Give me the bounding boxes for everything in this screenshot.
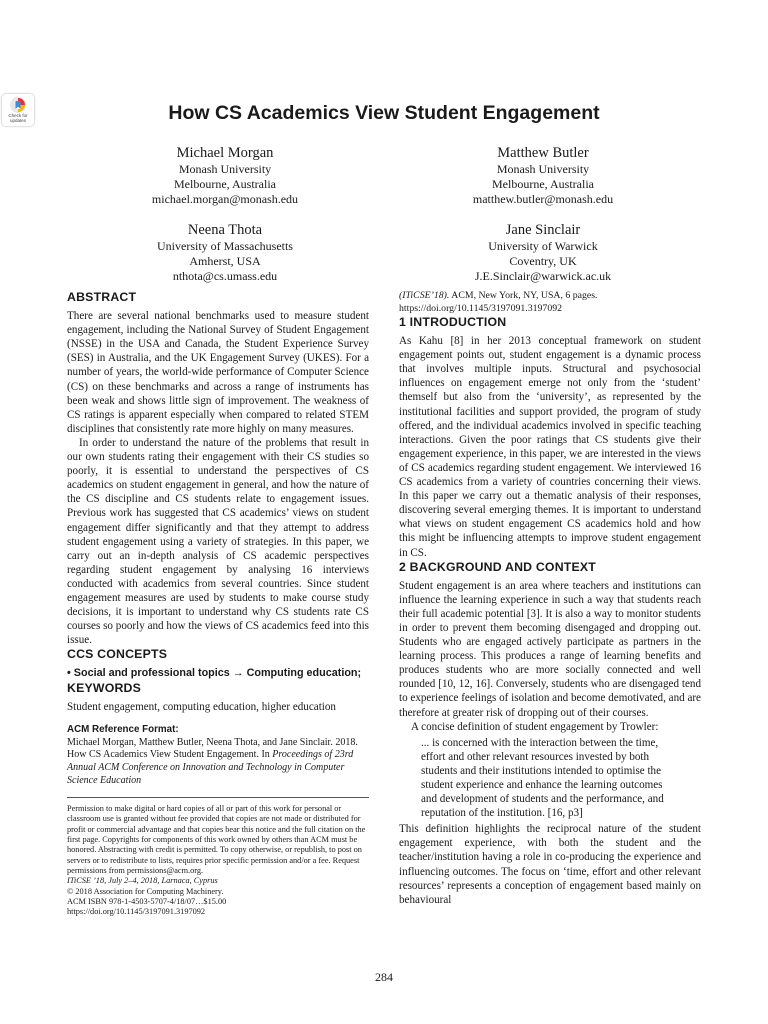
- background-heading: 2 BACKGROUND AND CONTEXT: [399, 559, 596, 574]
- isbn-line: ACM ISBN 978-1-4503-5707-4/18/07…$15.00: [67, 896, 227, 906]
- reference-authors: Michael Morgan, Matthew Butler, Neena Thota, and Jane Sinclair. 2018. How CS Academics View Student Engagement. In: [67, 736, 358, 761]
- permission-text: Permission to make digital or hard copies of all or part of this work for personal or classroom use is granted without fee provided that copies are not made or distributed for profit or commercial advantage and that copies bear this notice and the full citation on the first page. Copyrights for components of this work owned by others than ACM must be honored. Abstracting with credit is permitted. To copy otherwise, or republish, to post on servers or to redistribute to lists, requires prior specific permission and/or a fee. Request permissions from permissions@acm.org.: [67, 804, 366, 875]
- author-block: [66, 144, 702, 284]
- reference-venue: Proceedings of 23rd Annual ACM Conference on Innovation and Technology in Computer Science Education: [67, 749, 354, 786]
- author-name: Jane Sinclair: [505, 222, 581, 238]
- background-paragraph: Student engagement is an area where teachers and institutions can influence the learning experience in such a way that students reach their full academic potential [3]. It is also a way to monitor students in order to prevent them becoming disengaged and dropping out. Students who are engaged actively participate as partners in the learning process. This produces a range of learning benefits and produces students who are more socially connected and well rounded [10, 12, 16]. Conversely, students who are disengaged tend to experience feelings of isolation and become demotivated, and are therefore at greater risk of dropping out of their courses.: [399, 579, 701, 719]
- author-name: Michael Morgan: [176, 145, 274, 161]
- author-affiliation: University of Massachusetts: [157, 239, 293, 253]
- abstract-paragraph: In order to understand the nature of the problems that result in our own students rating their engagement with their CS studies so poorly, it is essential to understand the perspectives of CS academics on student engagement in general, and how the nature of the CS discipline and CS students relate to engagement issues. Previous work has suggested that CS academics’ views on student engagement differ significantly and that they attempt to address student engagement using a variety of strategies. In this paper, we carry out an in-depth analysis of CS academic perspectives regarding student engagement by analysing 16 interviews conducted with academics from several countries. Since student engagement measures are used by students to make course study decisions, it is important to understand why CS students rate CS courses so poorly and how the views of CS academics feed into this issue.: [67, 436, 369, 647]
- background-paragraph: A concise definition of student engagement by Trowler:: [411, 720, 659, 733]
- author-email[interactable]: J.E.Sinclair@warwick.ac.uk: [474, 269, 612, 283]
- author-email[interactable]: matthew.butler@monash.edu: [472, 192, 614, 206]
- copyright-line: © 2018 Association for Computing Machinery.: [67, 886, 224, 896]
- author-card: [384, 144, 702, 207]
- conference-info: ITiCSE ’18, July 2–4, 2018, Larnaca, Cyprus: [67, 876, 218, 886]
- trowler-quote: ... is concerned with the interaction between the time, effort and other relevant resources invested by both students and their institutions intended to optimise the student experience and enhance the learning outcomes and development of students and the performance, and reputation of the institution. [16, p3]: [421, 736, 664, 820]
- paper-title: How CS Academics View Student Engagement: [168, 102, 600, 124]
- author-location: Amherst, USA: [189, 254, 261, 268]
- doi-link[interactable]: https://doi.org/10.1145/3197091.3197092: [67, 907, 206, 917]
- author-name: Matthew Butler: [497, 145, 589, 161]
- introduction-heading: 1 INTRODUCTION: [399, 315, 507, 329]
- ccs-heading: CCS CONCEPTS: [67, 647, 168, 662]
- author-location: Coventry, UK: [509, 254, 577, 268]
- author-location: Melbourne, Australia: [492, 177, 594, 191]
- author-card: [384, 221, 702, 284]
- reference-cont-venue: (ITiCSE’18).: [399, 290, 450, 301]
- abstract-heading: ABSTRACT: [67, 290, 137, 304]
- author-affiliation: Monash University: [178, 162, 272, 176]
- background-paragraph: This definition highlights the reciprocal nature of the student engagement experience, with both the student and the teacher/institution having a role in co-producing the experience and influencing outcomes. The focus on ‘time, effort and other relevant resources’ represents a conception of engagement based mainly on behavioural: [399, 823, 701, 906]
- left-column: [67, 290, 369, 917]
- keywords-heading: KEYWORDS: [67, 680, 142, 695]
- ccs-item-text: • Social and professional topics → Computing education;: [67, 667, 362, 680]
- author-affiliation: University of Warwick: [488, 239, 598, 253]
- permission-block: [67, 797, 369, 917]
- right-column: [399, 290, 701, 907]
- reference-heading: ACM Reference Format:: [67, 723, 179, 735]
- author-email[interactable]: nthota@cs.umass.edu: [172, 269, 278, 283]
- author-affiliation: Monash University: [496, 162, 590, 176]
- page-number: 284: [375, 970, 393, 984]
- author-location: Melbourne, Australia: [174, 177, 276, 191]
- reference-continuation: [399, 290, 701, 315]
- author-email[interactable]: michael.morgan@monash.edu: [151, 192, 299, 206]
- reference-text: [67, 737, 369, 787]
- badge-text: Check for updates: [8, 113, 28, 123]
- keywords-text: Student engagement, computing education, higher education: [67, 700, 336, 713]
- introduction-paragraph: As Kahu [8] in her 2013 conceptual framework on student engagement points out, student engagement is a dynamic process that involves multiple inputs. Structural and psychosocial influences on engagement emerge not only from the ‘student’ themself but also from the ‘university’, as represented by the institutional facilities and support provided, the program of study offered, and the individual academics involved in specific teaching interactions. Given the poor ratings that CS students give their engagement experience, in this paper, we are interested in the views of CS academics regarding student engagement. We interviewed 16 CS academics from a variety of countries concerning their views. In this paper we carry out a thematic analysis of their responses, discovering several emerging themes. It is important to understand what views on student engagement CS academics hold and how this might be influencing attempts to improve student engagement in CS.: [399, 335, 701, 559]
- reference-cont-rest: ACM, New York, NY, USA, 6 pages. https://doi.org/10.1145/3197091.3197092: [399, 290, 598, 314]
- ccs-item: [67, 666, 369, 680]
- author-card: [66, 144, 384, 207]
- author-name: Neena Thota: [187, 222, 263, 238]
- abstract-paragraph: There are several national benchmarks used to measure student engagement, including the National Survey of Student Engagement (NSSE) in the USA and Canada, the Student Experience Survey (SES) in Australia, and the UK Engagement Survey (UKES). For a number of years, the world-wide performance of Computer Science (CS) on these benchmarks and across a range of instruments has been weak and shows little sign of improvement. The weakness of CS ratings is apparent especially when compared to related STEM disciplines that consistently rate more highly on many measures.: [67, 310, 369, 435]
- author-card: [66, 221, 384, 284]
